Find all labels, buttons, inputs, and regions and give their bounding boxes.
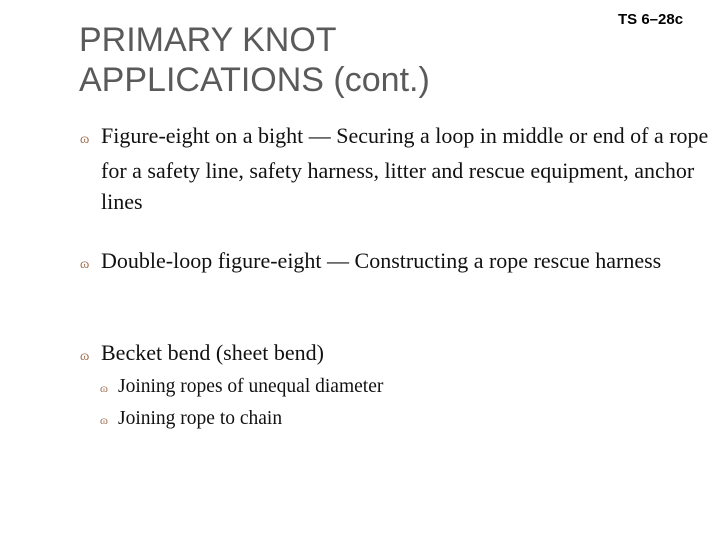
bullet-item <box>80 245 720 280</box>
bullet-item <box>80 120 720 217</box>
sub-bullet-text: Joining rope to chain <box>118 408 283 429</box>
title-line-2: APPLICATIONS (cont.) <box>79 61 430 99</box>
swirl-bullet-icon: ɷ <box>100 381 108 395</box>
bullet-text: Becket bend (sheet bend) <box>101 340 324 365</box>
slide-title <box>79 20 430 100</box>
swirl-bullet-icon: ɷ <box>80 349 90 364</box>
bullet-text: Figure-eight on a bight — Securing a loop in middle or end of a rope for a safety line, safety harness, litter and rescue equipment, anchor lines <box>101 123 709 214</box>
title-line-1: PRIMARY KNOT <box>79 21 337 59</box>
swirl-bullet-icon: ɷ <box>80 257 90 272</box>
sub-bullet-text: Joining ropes of unequal diameter <box>118 376 384 397</box>
swirl-bullet-icon: ɷ <box>100 413 108 427</box>
bullet-text: Double-loop figure-eight — Constructing a rope rescue harness <box>101 248 662 273</box>
sub-bullet-item <box>100 403 282 436</box>
swirl-bullet-icon: ɷ <box>80 132 90 147</box>
sub-bullet-item <box>100 371 383 404</box>
bullet-item <box>80 337 720 372</box>
slide-reference: TS 6–28c <box>618 11 684 28</box>
